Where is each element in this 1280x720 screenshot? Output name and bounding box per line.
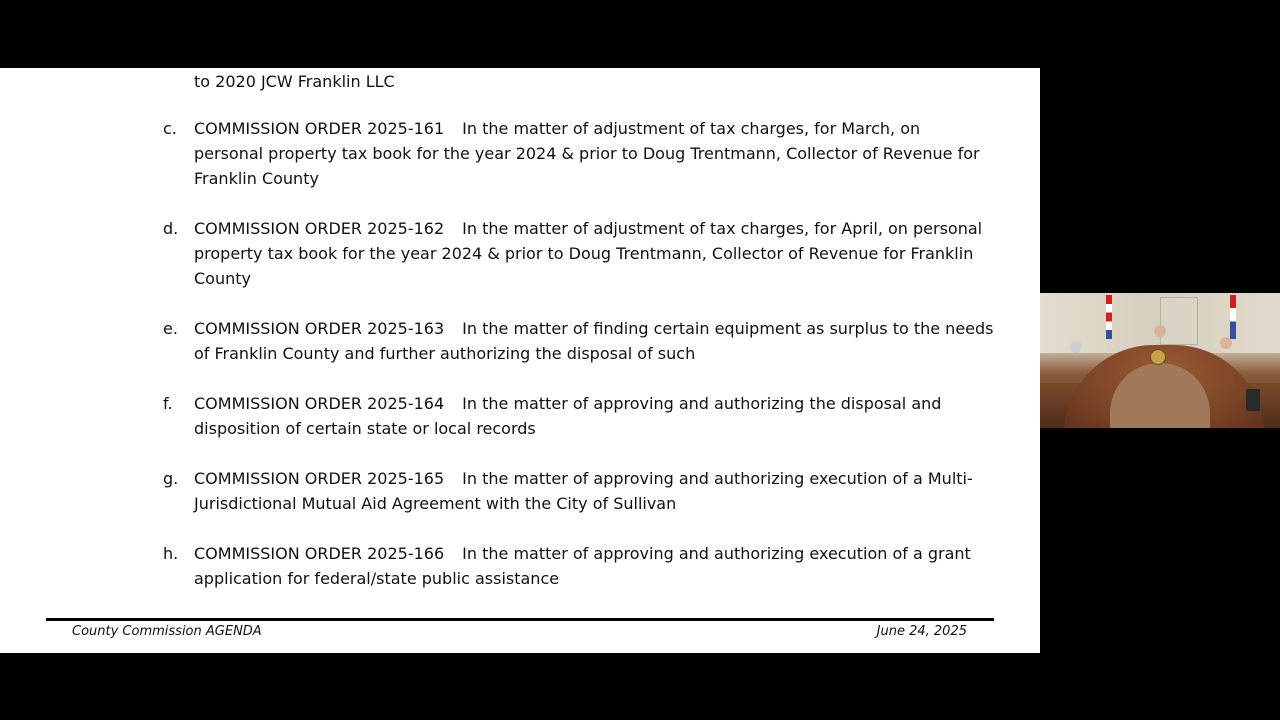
item-letter: e. [163, 319, 178, 338]
video-door [1160, 297, 1198, 345]
footer-date: June 24, 2025 [876, 624, 967, 639]
agenda-item [0, 116, 1040, 191]
item-body [194, 391, 994, 441]
order-number: COMMISSION ORDER 2025-164 [194, 394, 445, 413]
item-letter: d. [163, 219, 179, 238]
order-number: COMMISSION ORDER 2025-165 [194, 469, 445, 488]
agenda-item [0, 541, 1040, 591]
item-letter: f. [163, 394, 173, 413]
order-number: COMMISSION ORDER 2025-166 [194, 544, 445, 563]
state-flag-icon [1230, 295, 1236, 339]
order-number: COMMISSION ORDER 2025-161 [194, 119, 445, 138]
order-number: COMMISSION ORDER 2025-162 [194, 219, 445, 238]
item-letter: h. [163, 544, 179, 563]
video-person [1070, 341, 1082, 353]
order-description: In the matter of adjustment of tax charges, for March, on personal property tax book for the year 2024 & prior to Doug Trentmann, Collector of Revenue for Franklin County [194, 119, 980, 188]
order-number: COMMISSION ORDER 2025-163 [194, 319, 445, 338]
item-body [194, 216, 994, 291]
order-description: In the matter of approving and authorizing execution of a Multi-Jurisdictional Mutual Aid Agreement with the City of Sullivan [194, 469, 973, 513]
item-body [194, 541, 994, 591]
order-description: In the matter of approving and authorizing execution of a grant application for federal/state public assistance [194, 544, 971, 588]
video-monitor [1246, 389, 1260, 411]
footer-title: County Commission AGENDA [72, 624, 262, 639]
item-letter: c. [163, 119, 177, 138]
agenda-list [0, 116, 1040, 616]
continued-text: to 2020 JCW Franklin LLC [194, 72, 395, 91]
video-person [1220, 337, 1232, 349]
county-seal-icon [1150, 349, 1166, 365]
order-description: In the matter of finding certain equipment as surplus to the needs of Franklin County and further authorizing the disposal of such [194, 319, 994, 363]
item-body [194, 116, 994, 191]
order-description: In the matter of adjustment of tax charges, for April, on personal property tax book for the year 2024 & prior to Doug Trentmann, Collector of Revenue for Franklin County [194, 219, 983, 288]
agenda-slide [0, 68, 1040, 653]
item-body [194, 316, 994, 366]
video-person [1154, 325, 1166, 337]
meeting-video-thumbnail [1040, 293, 1280, 428]
agenda-item [0, 216, 1040, 291]
agenda-item [0, 316, 1040, 366]
us-flag-icon [1106, 295, 1112, 339]
agenda-item [0, 466, 1040, 516]
item-letter: g. [163, 469, 179, 488]
agenda-item [0, 391, 1040, 441]
order-description: In the matter of approving and authorizing the disposal and disposition of certain state or local records [194, 394, 942, 438]
item-body [194, 466, 994, 516]
footer-divider [46, 618, 994, 621]
